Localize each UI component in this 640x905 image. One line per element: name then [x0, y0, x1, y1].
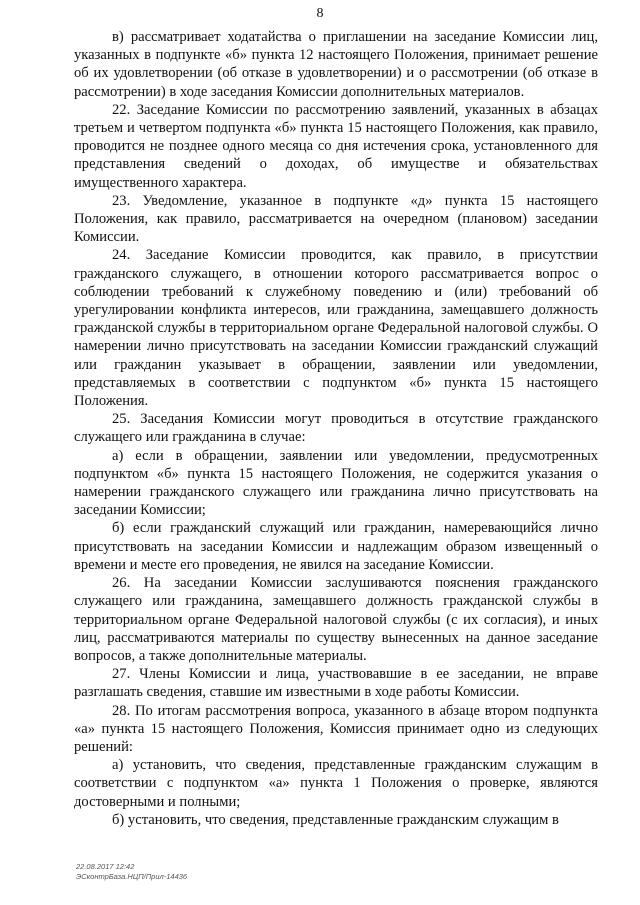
document-footer [76, 862, 187, 882]
page-number: 8 [316, 6, 324, 21]
paragraph-28-a: а) установить, что сведения, представленные гражданским служащим в соответствии с подпунктом «а» пункта 1 Положения о проверке, являются достоверными и полными; [74, 757, 598, 810]
paragraph-25-b: б) если гражданский служащий или гражданин, намеревающийся лично присутствовать на заседании Комиссии и надлежащим образом извещенный о времени и месте его проведения, не явился на заседание Комиссии. [74, 520, 598, 573]
footer-file-path: ЭСконтрБаза.НЦП/Прил-14436 [76, 872, 188, 881]
paragraph-26: 26. На заседании Комиссии заслушиваются пояснения гражданского служащего или гражданина, замещавшего должность гражданской службы в территориальном органе Федеральной налоговой службы (с их согласия), и иных лиц, рассматриваются материалы по существу вынесенных на данное заседание вопросов, а также дополнительные материалы. [74, 575, 598, 664]
document-body [74, 28, 598, 829]
paragraph-22: 22. Заседание Комиссии по рассмотрению заявлений, указанных в абзацах третьем и четвертом подпункта «б» пункта 15 настоящего Положения, как правило, проводится не позднее одного месяца со дня истечения срока, установленного для представления сведений о доходах, об имуществе и обязательствах имущественного характера. [74, 101, 598, 191]
paragraph-28-b: б) установить, что сведения, представленные гражданским служащим в [112, 811, 559, 828]
paragraph-25-a: а) если в обращении, заявлении или уведомлении, предусмотренных подпунктом «б» пункта 15 настоящего Положения, не содержится указания о намерении гражданского служащего или гражданина лично присутствовать на заседании Комиссии; [74, 447, 598, 519]
paragraph-25: 25. Заседания Комиссии могут проводиться в отсутствие гражданского служащего или гражданина в случае: [74, 411, 598, 446]
paragraph-27: 27. Члены Комиссии и лица, участвовавшие в ее заседании, не вправе разглашать сведения, ставшие им известными в ходе работы Комиссии. [74, 666, 598, 701]
footer-date: 22.08.2017 12:42 [76, 862, 135, 871]
paragraph-v-clause: в) рассматривает ходатайства о приглашении на заседание Комиссии лиц, указанных в подпункте «б» пункта 12 настоящего Положения, принимает решение об их удовлетворении (об отказе в удовлетворении) и о рассмотрении (об отказе в рассмотрении) в ходе заседания Комиссии дополнительных материалов. [74, 29, 598, 100]
paragraph-28: 28. По итогам рассмотрения вопроса, указанного в абзаце втором подпункта «а» пункта 15 настоящего Положения, Комиссия принимает одно из следующих решений: [74, 702, 598, 755]
paragraph-24: 24. Заседание Комиссии проводится, как правило, в присутствии гражданского служащего, в отношении которого рассматривается вопрос о соблюдении требований к служебному поведению и (или) требований об урегулировании конфликта интересов, или гражданина, замещавшего должность гражданской службы в территориальном органе Федеральной налоговой службы. О намерении лично присутствовать на заседании Комиссии гражданский служащий или гражданин указывает в обращении, заявлении или уведомлении, представляемых в соответствии с подпунктом «б» пункта 15 настоящего Положения. [74, 247, 598, 410]
paragraph-23: 23. Уведомление, указанное в подпункте «д» пункта 15 настоящего Положения, как правило, рассматривается на очередном (плановом) заседании Комиссии. [74, 192, 598, 246]
